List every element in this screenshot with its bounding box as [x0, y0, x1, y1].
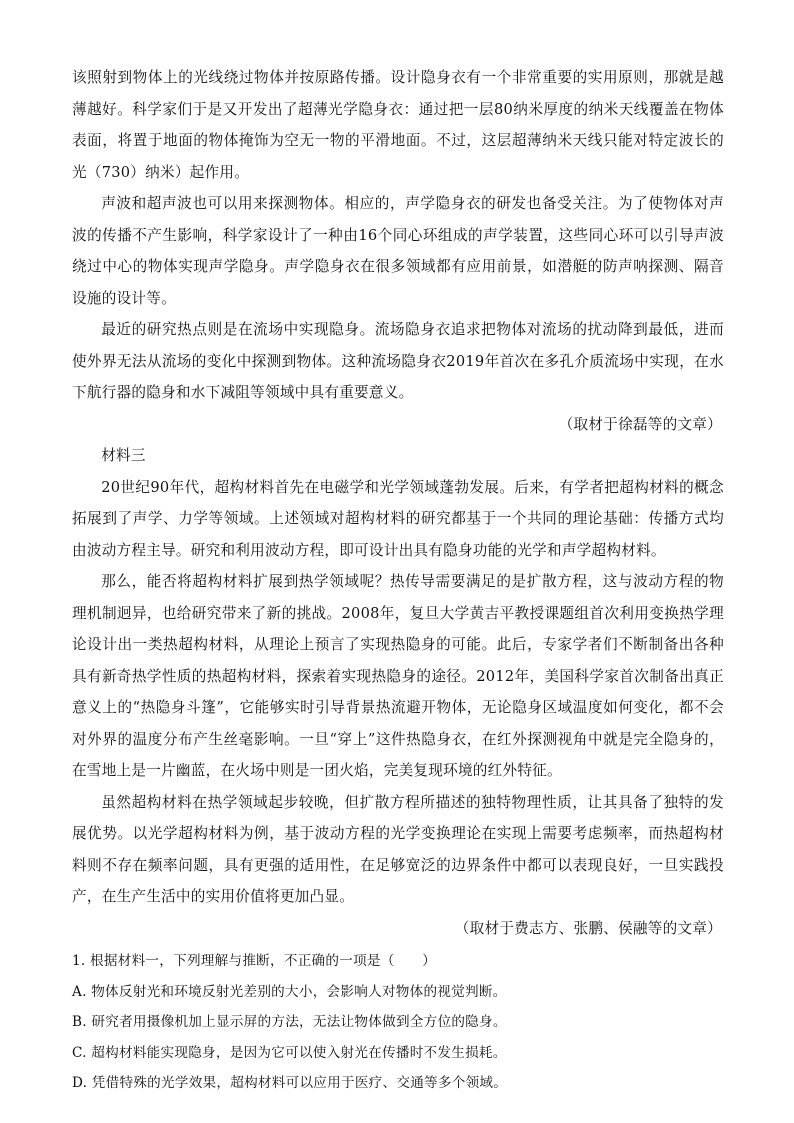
- question-1-stem: 1. 根据材料一，下列理解与推断，不正确的一项是（ ）: [72, 953, 437, 969]
- document-page: [72, 62, 724, 1099]
- question-1-option-a: A. 物体反射光和环境反射光差别的大小，会影响人对物体的视觉判断。: [72, 983, 507, 1000]
- material3-paragraph-2: 那么，能否将超构材料扩展到热学领域呢？热传导需要满足的是扩散方程，这与波动方程的物理机制迥异，也给研究带来了新的挑战。2008年，复旦大学黄吉平教授课题组首次利用变换热学理论设计出一类热超构材料，从理论上预言了实现热隐身的可能。此后，专家学者们不断制备出各种具有新奇热学性质的热超构材料，探索着实现热隐身的途径。2012年，美国科学家首次制备出真正意义上的“热隐身斗篷”，它能够实时引导背景热流避开物体，无论隐身区域温度如何变化，都不会对外界的温度分布产生丝毫影响。一旦“穿上”这件热隐身衣，在红外探测视角中就是完全隐身的，在雪地上是一片幽蓝，在火场中则是一团火焰，完美复现环境的红外特征。: [72, 573, 724, 779]
- material3-source: （取材于费志方、张鹏、侯融等的文章）: [454, 919, 722, 937]
- material2-paragraph-3: 最近的研究热点则是在流场中实现隐身。流场隐身衣追求把物体对流场的扰动降到最低，进而使外界无法从流场的变化中探测到物体。这种流场隐身衣2019年首次在多孔介质流场中实现，在水下航行器的隐身和水下减阻等领域中具有重要意义。: [72, 321, 724, 401]
- material2-source: （取材于徐磊等的文章）: [558, 415, 722, 433]
- question-1-option-d: D. 凭借特殊的光学效果，超构材料可以应用于医疗、交通等多个领域。: [72, 1075, 508, 1091]
- question-1-option-b: B. 研究者用摄像机加上显示屏的方法，无法让物体做到全方位的隐身。: [72, 1014, 507, 1030]
- material2-paragraph-1: 该照射到物体上的光线绕过物体并按原路传播。设计隐身衣有一个非常重要的实用原则，那就是越薄越好。科学家们于是又开发出了超薄光学隐身衣：通过把一层80纳米厚度的纳米天线覆盖在物体表面，将置于地面的物体掩饰为空无一物的平滑地面。不过，这层超薄纳米天线只能对特定波长的光（730）纳米）起作用。: [72, 69, 724, 181]
- material3-paragraph-1: 20世纪90年代，超构材料首先在电磁学和光学领域蓬勃发展。后来，有学者把超构材料的概念拓展到了声学、力学等领域。上述领域对超构材料的研究都基于一个共同的理论基础：传播方式均由波动方程主导。研究和利用波动方程，即可设计出具有隐身功能的光学和声学超构材料。: [72, 478, 724, 559]
- material3-paragraph-3: 虽然超构材料在热学领域起步较晚，但扩散方程所描述的独特物理性质，让其具备了独特的发展优势。以光学超构材料为例，基于波动方程的光学变换理论在实现上需要考虑频率，而热超构材料则不存在频率问题，具有更强的适用性，在足够宽泛的边界条件中都可以表现良好，一旦实践投产，在生产生活中的实用价值将更加凸显。: [72, 793, 724, 905]
- question-1-option-c: C. 超构材料能实现隐身，是因为它可以使入射光在传播时不发生损耗。: [72, 1044, 507, 1061]
- material3-title: 材料三: [101, 447, 146, 464]
- material2-paragraph-2: 声波和超声波也可以用来探测物体。相应的，声学隐身衣的研发也备受关注。为了使物体对声波的传播不产生影响，科学家设计了一种由16个同心环组成的声学装置，这些同心环可以引导声波绕过中心的物体实现声学隐身。声学隐身衣在很多领域都有应用前景，如潜艇的防声呐探测、隔音设施的设计等。: [72, 195, 724, 307]
